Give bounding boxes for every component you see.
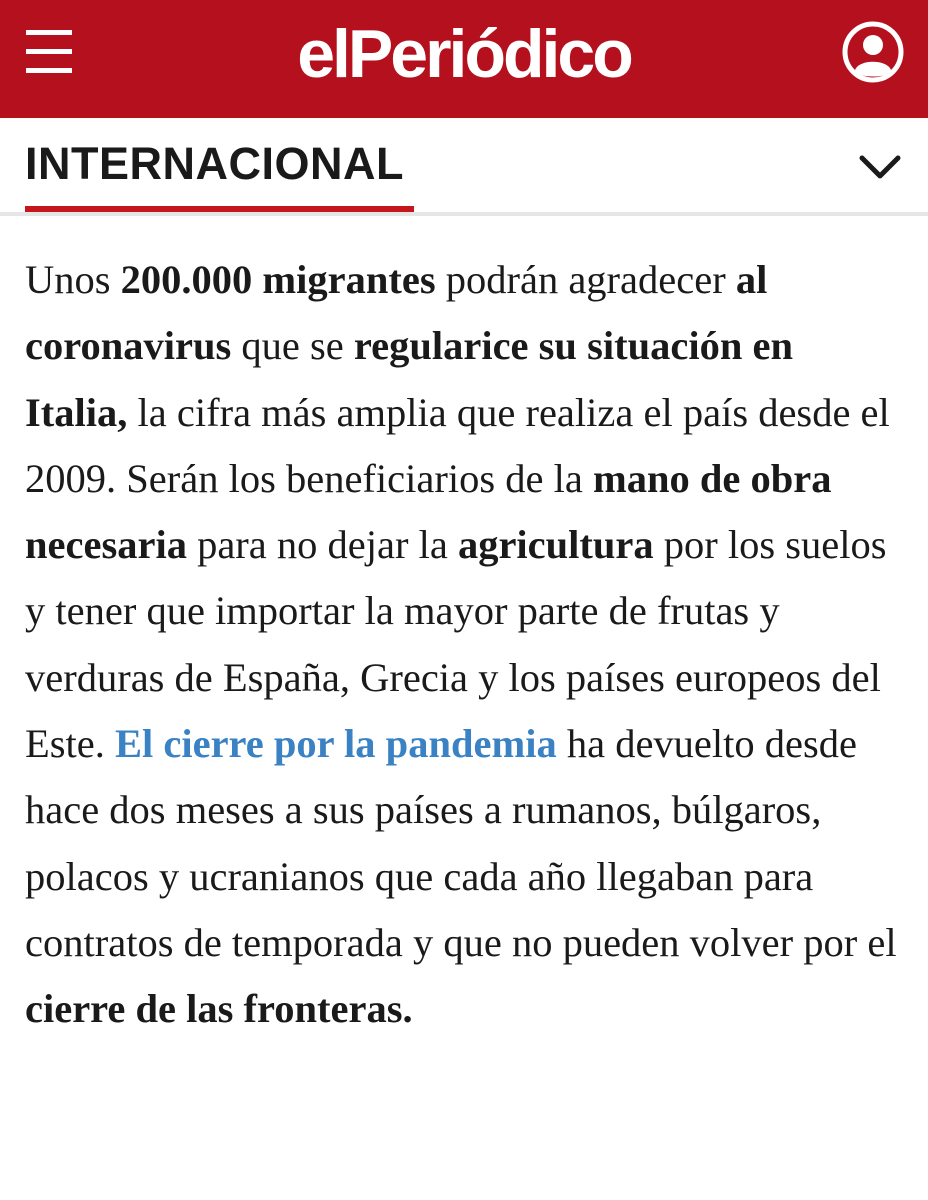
site-header <box>0 0 928 118</box>
section-title[interactable]: INTERNACIONAL <box>25 138 404 189</box>
article-text: que se <box>231 323 354 369</box>
article-paragraph <box>25 247 900 1043</box>
article-bold-text: mano de obra necesaria <box>25 455 832 568</box>
logo-el-text: el <box>297 16 348 92</box>
logo-periodico-text: Periódico <box>347 16 631 92</box>
section-active-underline <box>25 206 414 212</box>
article-text: Unos <box>25 257 121 302</box>
article-bold-text: regularice su situación en Italia, <box>25 323 793 435</box>
article-bold-text: 200.000 migrantes <box>120 257 436 302</box>
user-avatar-icon <box>841 20 905 84</box>
article-text: por los suelos y tener que importar la mayor parte de frutas y verduras de España, Grecia y los países europeos del Este. <box>25 522 887 767</box>
user-account-button[interactable] <box>841 20 905 84</box>
chevron-down-icon <box>856 148 904 188</box>
section-dropdown-toggle[interactable] <box>856 148 904 188</box>
article-bold-text: al coronavirus <box>25 257 768 369</box>
article-bold-text: agricultura <box>457 522 654 568</box>
article-inline-link[interactable]: El cierre por la pandemia <box>114 721 557 767</box>
article-text: podrán agradecer <box>435 257 736 302</box>
hamburger-menu-icon <box>26 30 76 76</box>
article-bold-text: cierre de las fronteras. <box>25 986 413 1032</box>
article-text: ha devuelto desde hace dos meses a sus países a rumanos, búlgaros, polacos y ucranianos que cada año llegaban para contratos de temporada y que no pueden volver por el <box>25 721 897 965</box>
article-text: para no dejar la <box>186 522 458 568</box>
site-logo[interactable] <box>0 14 928 94</box>
menu-button[interactable] <box>26 30 76 76</box>
section-nav <box>0 118 928 216</box>
article-text: la cifra más amplia que realiza el país desde el 2009. Serán los beneficiarios de la <box>25 389 890 501</box>
